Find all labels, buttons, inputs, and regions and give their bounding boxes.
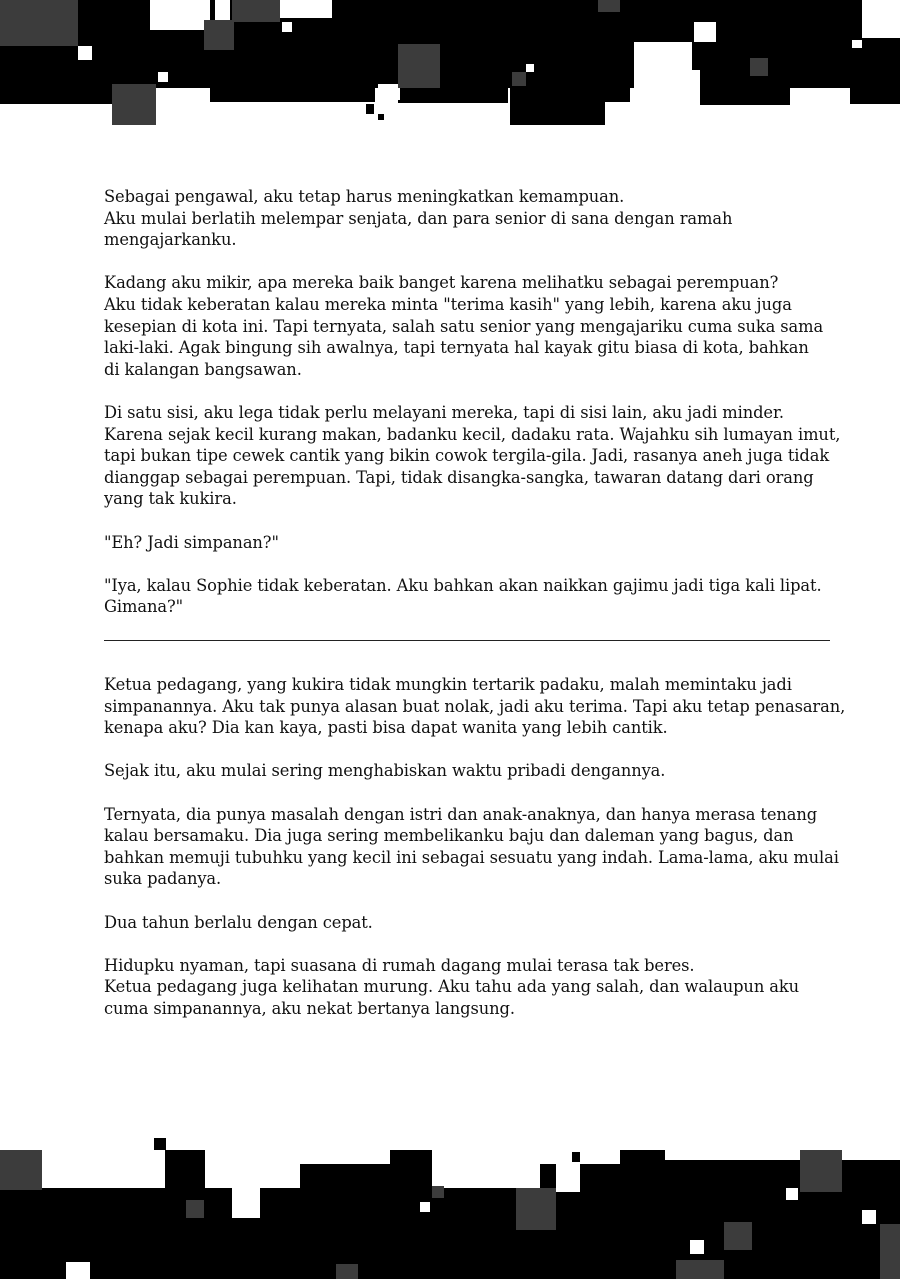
scene-divider — [104, 640, 830, 641]
paragraph: Sebagai pengawal, aku tetap harus meningkatkan kemampuan. Aku mulai berlatih melempar senjata, dan para senior di sana dengan ramah mengajarkanku. — [104, 187, 733, 250]
dialogue-line: "Eh? Jadi simpanan?" — [104, 532, 279, 552]
top-pixel-border — [0, 0, 900, 125]
paragraph: Sejak itu, aku mulai sering menghabiskan waktu pribadi dengannya. — [104, 761, 666, 781]
paragraph: Hidupku nyaman, tapi suasana di rumah dagang mulai terasa tak beres. Ketua pedagang juga kelihatan murung. Aku tahu ada yang salah, dan walaupun aku cuma simpanannya, aku nekat bertanya langsung. — [104, 955, 800, 1018]
story-part-1 — [104, 186, 864, 639]
dialogue-line: "Iya, kalau Sophie tidak keberatan. Aku bahkan akan naikkan gajimu jadi tiga kali lipat. Gimana?" — [104, 575, 822, 617]
bottom-pixel-border — [0, 1136, 900, 1279]
paragraph: Dua tahun berlalu dengan cepat. — [104, 912, 373, 932]
story-part-2 — [104, 674, 864, 1041]
paragraph: Ternyata, dia punya masalah dengan istri dan anak-anaknya, dan hanya merasa tenang kalau bersamaku. Dia juga sering membelikanku baju dan daleman yang bagus, dan bahkan memuji tubuhku yang kecil ini sebagai sesuatu yang indah. Lama-lama, aku mulai suka padanya. — [104, 804, 839, 889]
paragraph: Kadang aku mikir, apa mereka baik banget karena melihatku sebagai perempuan? Aku tidak keberatan kalau mereka minta "terima kasih" yang lebih, karena aku juga kesepian di kota ini. Tapi ternyata, salah satu senior yang mengajariku cuma suka sama laki-laki. Agak bingung sih awalnya, tapi ternyata hal kayak gitu biasa di kota, bahkan di kalangan bangsawan. — [104, 273, 824, 379]
paragraph: Di satu sisi, aku lega tidak perlu melayani mereka, tapi di sisi lain, aku jadi minder. Karena sejak kecil kurang makan, badanku kecil, dadaku rata. Wajahku sih lumayan imut, tapi bukan tipe cewek cantik yang bikin cowok tergila-gila. Jadi, rasanya aneh juga tidak dianggap sebagai perempuan. Tapi, tidak disangka-sangka, tawaran datang dari orang yang tak kukira. — [104, 402, 841, 509]
paragraph: Ketua pedagang, yang kukira tidak mungkin tertarik padaku, malah memintaku jadi simpanannya. Aku tak punya alasan buat nolak, jadi aku terima. Tapi aku tetap penasaran, kenapa aku? Dia kan kaya, pasti bisa dapat wanita yang lebih cantik. — [104, 675, 846, 738]
